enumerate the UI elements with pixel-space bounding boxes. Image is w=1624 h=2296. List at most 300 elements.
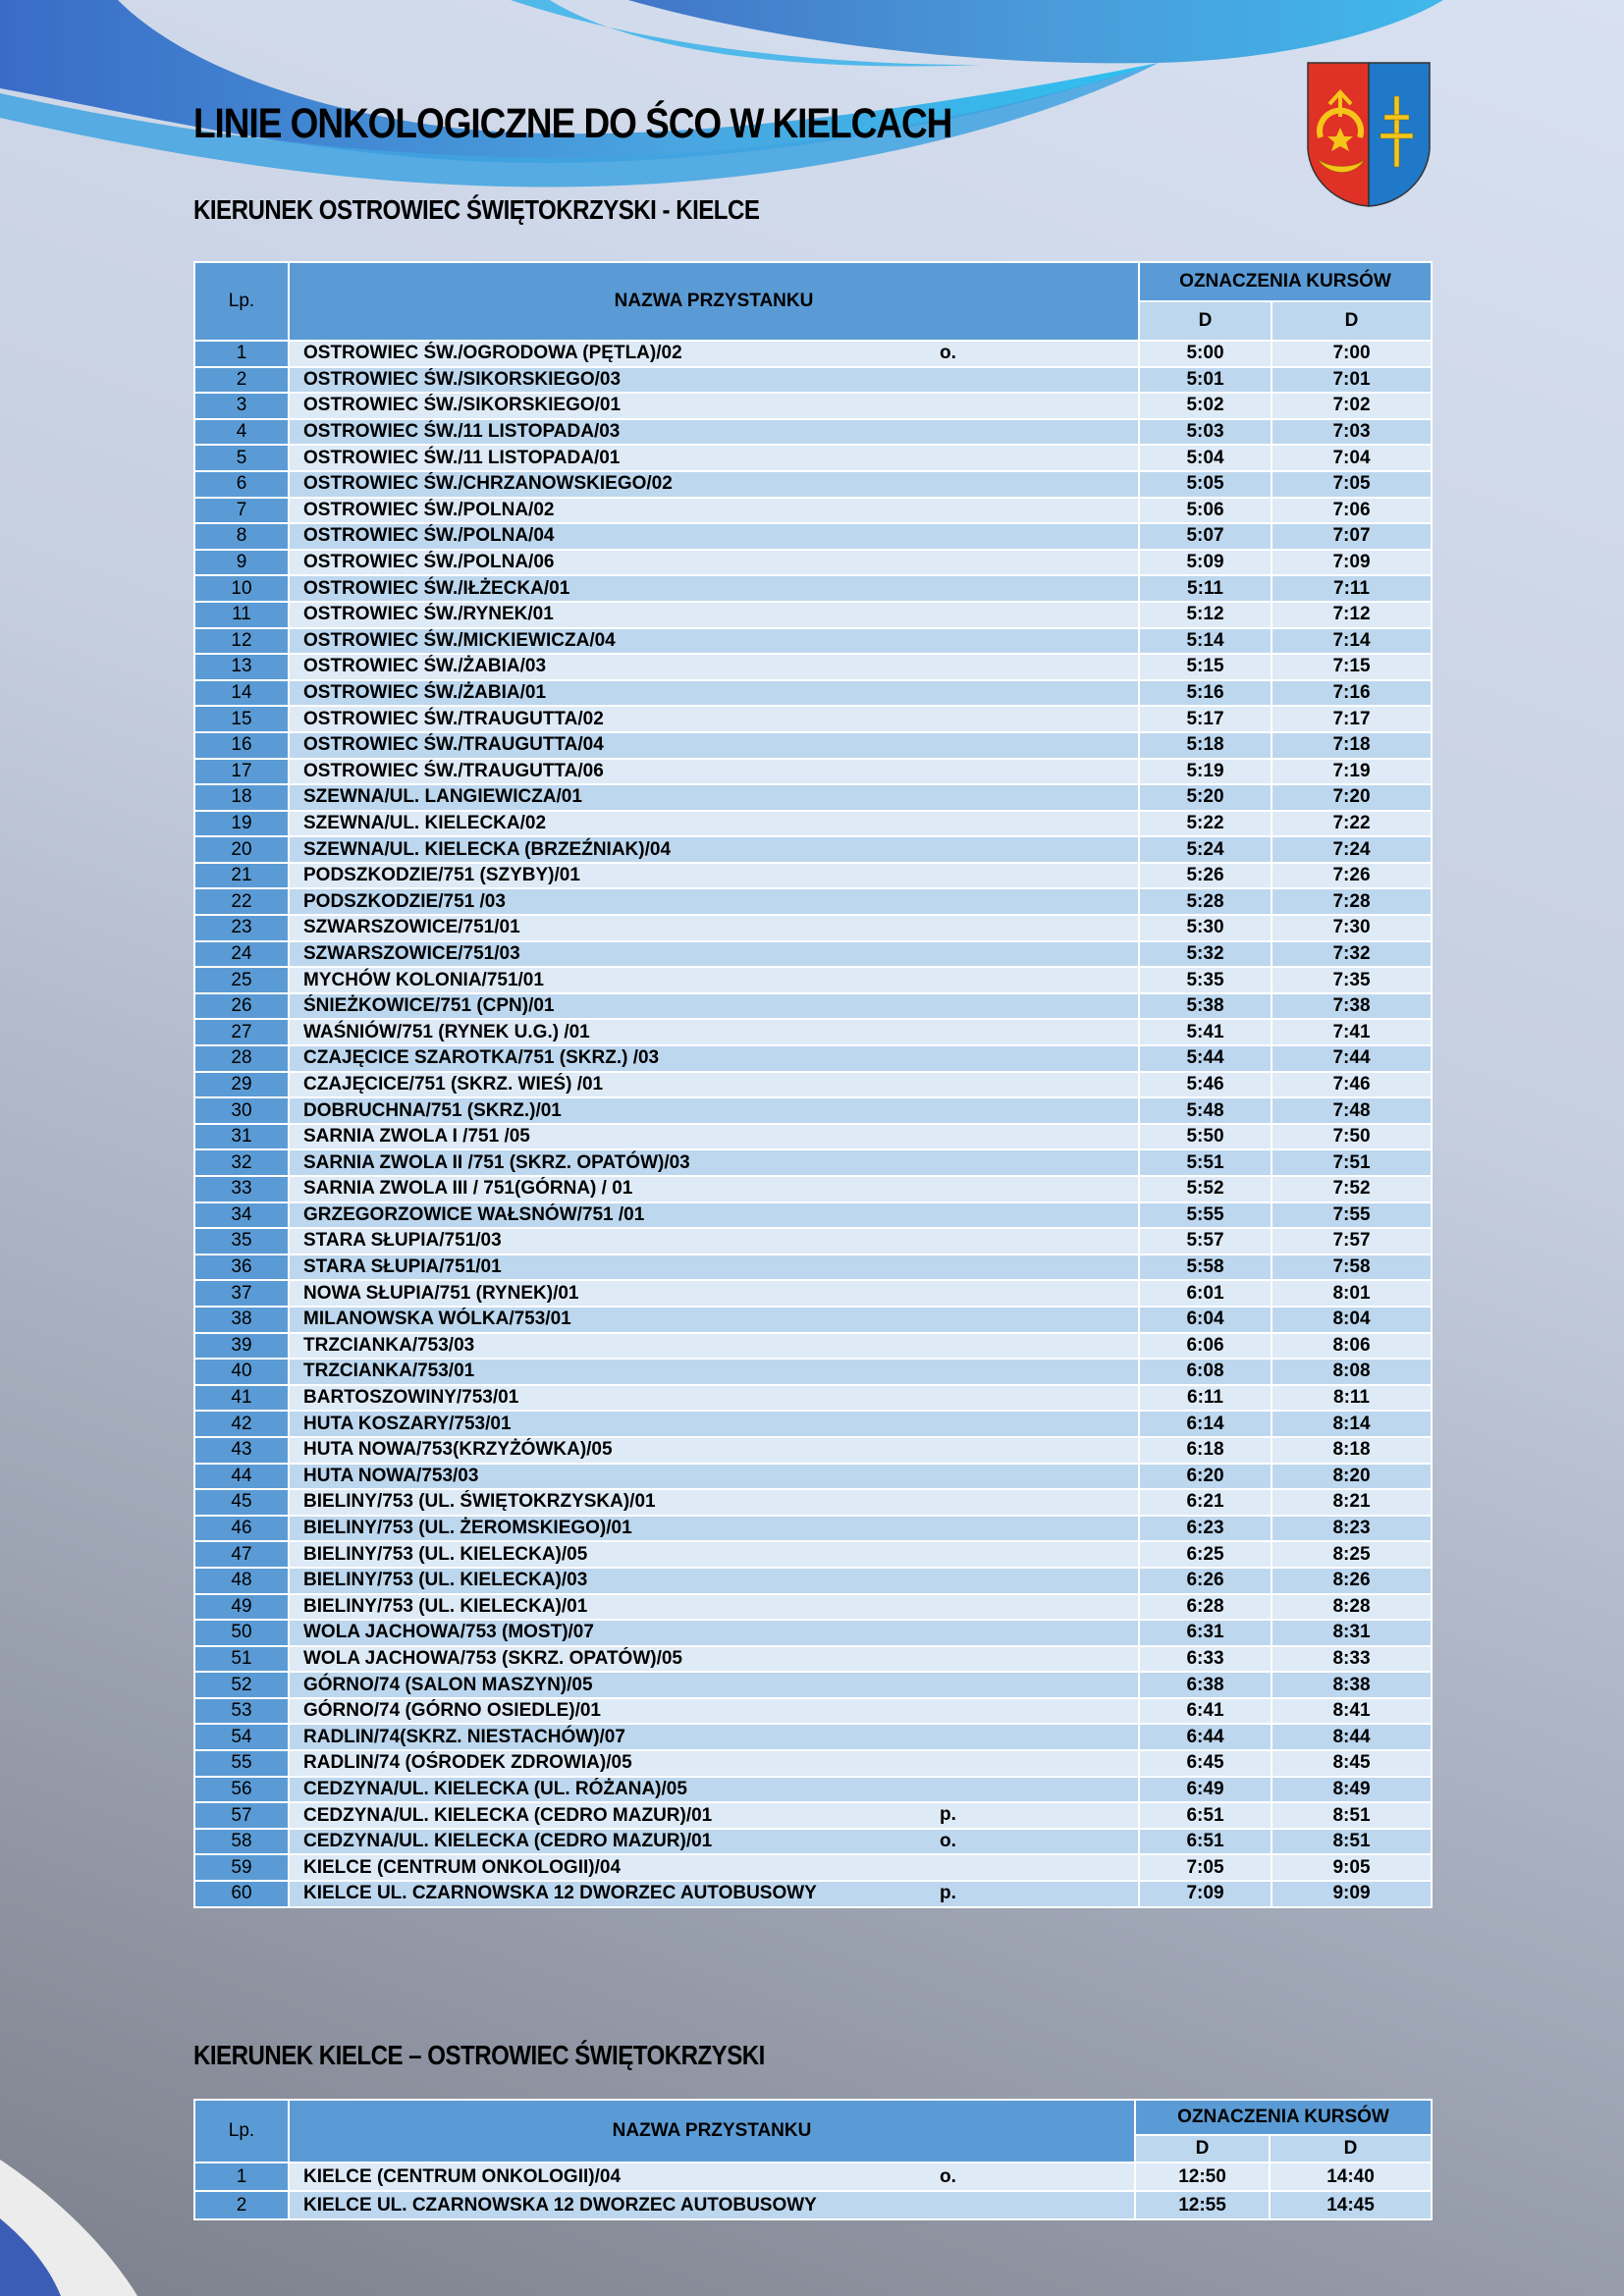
table-row <box>194 1750 1432 1777</box>
stop-name-cell <box>289 1516 1139 1542</box>
row-number: 46 <box>194 1516 289 1542</box>
table-row <box>194 680 1432 707</box>
row-number: 47 <box>194 1541 289 1568</box>
departure-time-course-1: 6:28 <box>1139 1594 1272 1621</box>
departure-time-course-1: 7:05 <box>1139 1854 1272 1881</box>
row-number: 49 <box>194 1594 289 1621</box>
row-number: 60 <box>194 1881 289 1907</box>
table-row <box>194 1698 1432 1725</box>
stop-name: DOBRUCHNA/751 (SKRZ.)/01 <box>303 1099 562 1121</box>
row-number: 13 <box>194 654 289 680</box>
departure-time-course-2: 7:55 <box>1272 1202 1432 1229</box>
stop-name-cell <box>289 993 1139 1020</box>
table-row <box>194 1594 1432 1621</box>
departure-time-course-1: 5:50 <box>1139 1124 1272 1150</box>
departure-time-course-1: 5:14 <box>1139 628 1272 655</box>
departure-time-course-1: 5:28 <box>1139 888 1272 915</box>
departure-time-course-1: 6:14 <box>1139 1411 1272 1437</box>
stop-name: HUTA NOWA/753(KRZYŻÓWKA)/05 <box>303 1439 613 1461</box>
stop-name: SARNIA ZWOLA I /751 /05 <box>303 1126 530 1148</box>
departure-time-course-2: 7:00 <box>1272 341 1432 367</box>
departure-time-course-2: 8:31 <box>1272 1620 1432 1646</box>
column-header-course-2: D <box>1272 301 1432 341</box>
row-number: 15 <box>194 706 289 732</box>
departure-time-course-1: 6:44 <box>1139 1724 1272 1750</box>
stop-name: BIELINY/753 (UL. ŚWIĘTOKRZYSKA)/01 <box>303 1491 656 1513</box>
row-number: 19 <box>194 811 289 837</box>
departure-time-course-1: 6:20 <box>1139 1464 1272 1490</box>
departure-time-course-1: 6:11 <box>1139 1385 1272 1412</box>
stop-name-cell <box>289 445 1139 471</box>
table-row <box>194 1228 1432 1255</box>
departure-time-course-1: 5:24 <box>1139 836 1272 863</box>
departure-time-course-2: 7:06 <box>1272 498 1432 524</box>
stop-name-cell <box>289 1777 1139 1803</box>
departure-time-course-1: 5:26 <box>1139 863 1272 889</box>
table-row <box>194 1881 1432 1907</box>
row-number: 6 <box>194 471 289 498</box>
row-number: 34 <box>194 1202 289 1229</box>
row-number: 36 <box>194 1255 289 1281</box>
departure-time-course-2: 8:41 <box>1272 1698 1432 1725</box>
departure-time-course-2: 7:57 <box>1272 1228 1432 1255</box>
stop-name-cell <box>289 1437 1139 1464</box>
row-number: 23 <box>194 915 289 941</box>
timetable-direction2 <box>193 2099 1433 2220</box>
stop-name-cell <box>289 1829 1139 1855</box>
departure-time-course-2: 8:20 <box>1272 1464 1432 1490</box>
column-header-course-marks: OZNACZENIA KURSÓW <box>1139 262 1432 301</box>
table-row <box>194 602 1432 628</box>
stop-name: OSTROWIEC ŚW./TRAUGUTTA/06 <box>303 760 604 781</box>
column-header-course-1: D <box>1139 301 1272 341</box>
stop-name-cell <box>289 602 1139 628</box>
stop-name: OSTROWIEC ŚW./POLNA/06 <box>303 552 555 573</box>
stop-name-cell <box>289 1307 1139 1333</box>
stop-name: MYCHÓW KOLONIA/751/01 <box>303 969 544 990</box>
stop-name: KIELCE UL. CZARNOWSKA 12 DWORZEC AUTOBUSOWY <box>303 2195 817 2216</box>
departure-time-course-1: 6:18 <box>1139 1437 1272 1464</box>
departure-time-course-1: 12:55 <box>1135 2191 1270 2219</box>
table-row <box>194 706 1432 732</box>
row-number: 50 <box>194 1620 289 1646</box>
row-number: 57 <box>194 1802 289 1829</box>
table-row <box>194 341 1432 367</box>
stop-name: ŚNIEŻKOWICE/751 (CPN)/01 <box>303 995 555 1017</box>
departure-time-course-1: 5:09 <box>1139 550 1272 576</box>
table-row <box>194 471 1432 498</box>
table-row <box>194 1097 1432 1124</box>
table-row <box>194 1045 1432 1072</box>
stop-name-cell <box>289 915 1139 941</box>
stop-name-cell <box>289 1097 1139 1124</box>
departure-time-course-2: 8:45 <box>1272 1750 1432 1777</box>
stop-name-cell <box>289 967 1139 993</box>
stop-name-cell <box>289 863 1139 889</box>
column-header-stop-name: NAZWA PRZYSTANKU <box>289 262 1139 341</box>
stop-name-cell <box>289 341 1139 367</box>
departure-time-course-2: 7:04 <box>1272 445 1432 471</box>
departure-time-course-1: 6:31 <box>1139 1620 1272 1646</box>
departure-time-course-2: 7:19 <box>1272 759 1432 785</box>
stop-name-cell <box>289 1802 1139 1829</box>
departure-time-course-2: 7:46 <box>1272 1072 1432 1098</box>
stop-name: OSTROWIEC ŚW./11 LISTOPADA/03 <box>303 421 621 443</box>
stop-name-cell <box>289 1019 1139 1045</box>
table-row <box>194 1516 1432 1542</box>
stop-flag: p. <box>940 1883 956 1904</box>
table-row <box>194 1072 1432 1098</box>
departure-time-course-2: 7:20 <box>1272 784 1432 811</box>
stop-flag: o. <box>940 1830 956 1851</box>
stop-name: OSTROWIEC ŚW./RYNEK/01 <box>303 604 554 625</box>
stop-name-cell <box>289 941 1139 968</box>
table-row <box>194 1280 1432 1307</box>
stop-name-cell <box>289 523 1139 550</box>
row-number: 14 <box>194 680 289 707</box>
departure-time-course-2: 8:25 <box>1272 1541 1432 1568</box>
table-row <box>194 1802 1432 1829</box>
stop-name-cell <box>289 836 1139 863</box>
stop-name-cell <box>289 550 1139 576</box>
departure-time-course-2: 8:04 <box>1272 1307 1432 1333</box>
departure-time-course-1: 5:02 <box>1139 393 1272 419</box>
direction2-heading: KIERUNEK KIELCE – OSTROWIEC ŚWIĘTOKRZYSKI <box>193 2040 765 2070</box>
direction1-rows <box>194 341 1432 1907</box>
row-number: 22 <box>194 888 289 915</box>
table-row <box>194 1411 1432 1437</box>
stop-name: HUTA NOWA/753/03 <box>303 1465 479 1486</box>
stop-name: OSTROWIEC ŚW./MICKIEWICZA/04 <box>303 629 616 651</box>
stop-name-cell <box>289 784 1139 811</box>
stop-name-cell <box>289 1149 1139 1176</box>
departure-time-course-2: 7:11 <box>1272 575 1432 602</box>
column-header-lp: Lp. <box>194 2100 289 2163</box>
row-number: 39 <box>194 1333 289 1360</box>
row-number: 41 <box>194 1385 289 1412</box>
departure-time-course-1: 5:19 <box>1139 759 1272 785</box>
stop-name-cell <box>289 1620 1139 1646</box>
stop-name: PODSZKODZIE/751 /03 <box>303 890 506 912</box>
stop-name-cell <box>289 1280 1139 1307</box>
stop-name: BIELINY/753 (UL. ŻEROMSKIEGO)/01 <box>303 1518 632 1539</box>
row-number: 56 <box>194 1777 289 1803</box>
stop-name: STARA SŁUPIA/751/01 <box>303 1256 502 1278</box>
stop-name-cell <box>289 706 1139 732</box>
row-number: 30 <box>194 1097 289 1124</box>
stop-name: BIELINY/753 (UL. KIELECKA)/03 <box>303 1570 588 1591</box>
departure-time-course-1: 5:55 <box>1139 1202 1272 1229</box>
table-row <box>194 1385 1432 1412</box>
departure-time-course-1: 5:41 <box>1139 1019 1272 1045</box>
departure-time-course-2: 8:51 <box>1272 1802 1432 1829</box>
stop-name-cell <box>289 1228 1139 1255</box>
row-number: 11 <box>194 602 289 628</box>
departure-time-course-2: 7:26 <box>1272 863 1432 889</box>
departure-time-course-1: 5:30 <box>1139 915 1272 941</box>
column-header-lp: Lp. <box>194 262 289 341</box>
departure-time-course-1: 5:15 <box>1139 654 1272 680</box>
row-number: 45 <box>194 1489 289 1516</box>
stop-name-cell <box>289 1594 1139 1621</box>
table-row <box>194 1124 1432 1150</box>
stop-name: OSTROWIEC ŚW./POLNA/04 <box>303 525 555 547</box>
stop-name-cell <box>289 1333 1139 1360</box>
departure-time-course-1: 6:21 <box>1139 1489 1272 1516</box>
table-row <box>194 759 1432 785</box>
row-number: 54 <box>194 1724 289 1750</box>
departure-time-course-2: 8:38 <box>1272 1672 1432 1698</box>
table-row <box>194 628 1432 655</box>
departure-time-course-2: 8:14 <box>1272 1411 1432 1437</box>
departure-time-course-1: 5:16 <box>1139 680 1272 707</box>
departure-time-course-2: 7:03 <box>1272 419 1432 446</box>
departure-time-course-2: 7:24 <box>1272 836 1432 863</box>
table-row <box>194 1359 1432 1385</box>
stop-name-cell <box>289 1176 1139 1202</box>
departure-time-course-2: 7:58 <box>1272 1255 1432 1281</box>
departure-time-course-1: 6:51 <box>1139 1802 1272 1829</box>
table-row <box>194 941 1432 968</box>
departure-time-course-1: 6:01 <box>1139 1280 1272 1307</box>
stop-name: OSTROWIEC ŚW./IŁŻECKA/01 <box>303 577 570 599</box>
table-row <box>194 1019 1432 1045</box>
table-row <box>194 1672 1432 1698</box>
row-number: 25 <box>194 967 289 993</box>
departure-time-course-2: 7:16 <box>1272 680 1432 707</box>
stop-name: OSTROWIEC ŚW./TRAUGUTTA/02 <box>303 708 604 729</box>
stop-name-cell <box>289 575 1139 602</box>
departure-time-course-1: 6:08 <box>1139 1359 1272 1385</box>
table-row <box>194 1464 1432 1490</box>
departure-time-course-2: 7:44 <box>1272 1045 1432 1072</box>
row-number: 5 <box>194 445 289 471</box>
row-number: 21 <box>194 863 289 889</box>
departure-time-course-2: 7:17 <box>1272 706 1432 732</box>
stop-name: NOWA SŁUPIA/751 (RYNEK)/01 <box>303 1282 579 1304</box>
departure-time-course-1: 5:57 <box>1139 1228 1272 1255</box>
stop-name: OSTROWIEC ŚW./POLNA/02 <box>303 499 555 520</box>
table-row <box>194 1333 1432 1360</box>
departure-time-course-2: 7:07 <box>1272 523 1432 550</box>
stop-name-cell <box>289 1568 1139 1594</box>
row-number: 20 <box>194 836 289 863</box>
departure-time-course-1: 6:38 <box>1139 1672 1272 1698</box>
row-number: 17 <box>194 759 289 785</box>
table-row <box>194 1646 1432 1673</box>
stop-name: SARNIA ZWOLA III / 751(GÓRNA) / 01 <box>303 1178 633 1200</box>
row-number: 12 <box>194 628 289 655</box>
stop-name: SZEWNA/UL. LANGIEWICZA/01 <box>303 786 582 808</box>
stop-name: STARA SŁUPIA/751/03 <box>303 1230 502 1252</box>
stop-name-cell <box>289 732 1139 759</box>
departure-time-course-2: 8:01 <box>1272 1280 1432 1307</box>
table-row <box>194 1149 1432 1176</box>
table-row <box>194 1541 1432 1568</box>
table-row <box>194 2191 1432 2219</box>
departure-time-course-2: 9:09 <box>1272 1881 1432 1907</box>
departure-time-course-1: 6:41 <box>1139 1698 1272 1725</box>
stop-name: OSTROWIEC ŚW./SIKORSKIEGO/01 <box>303 395 622 416</box>
row-number: 48 <box>194 1568 289 1594</box>
table-row <box>194 836 1432 863</box>
table-row <box>194 367 1432 394</box>
stop-name-cell <box>289 759 1139 785</box>
stop-name-cell <box>289 367 1139 394</box>
row-number: 52 <box>194 1672 289 1698</box>
departure-time-course-1: 5:44 <box>1139 1045 1272 1072</box>
table-row <box>194 654 1432 680</box>
departure-time-course-1: 5:48 <box>1139 1097 1272 1124</box>
stop-name: GRZEGORZOWICE WAŁSNÓW/751 /01 <box>303 1203 645 1225</box>
departure-time-course-2: 7:41 <box>1272 1019 1432 1045</box>
row-number: 32 <box>194 1149 289 1176</box>
departure-time-course-1: 5:01 <box>1139 367 1272 394</box>
stop-name: CEDZYNA/UL. KIELECKA (CEDRO MAZUR)/01 <box>303 1804 713 1826</box>
departure-time-course-2: 7:22 <box>1272 811 1432 837</box>
departure-time-course-2: 7:14 <box>1272 628 1432 655</box>
page-title: LINIE ONKOLOGICZNE DO ŚCO W KIELCACH <box>193 100 952 147</box>
stop-name: TRZCIANKA/753/03 <box>303 1334 475 1356</box>
stop-name: MILANOWSKA WÓLKA/753/01 <box>303 1308 571 1330</box>
stop-name: OSTROWIEC ŚW./ŻABIA/01 <box>303 682 547 704</box>
departure-time-course-1: 5:22 <box>1139 811 1272 837</box>
row-number: 7 <box>194 498 289 524</box>
departure-time-course-2: 8:06 <box>1272 1333 1432 1360</box>
departure-time-course-1: 5:18 <box>1139 732 1272 759</box>
row-number: 4 <box>194 419 289 446</box>
stop-name: SZEWNA/UL. KIELECKA/02 <box>303 812 547 833</box>
departure-time-course-1: 5:58 <box>1139 1255 1272 1281</box>
departure-time-course-1: 5:17 <box>1139 706 1272 732</box>
departure-time-course-2: 8:33 <box>1272 1646 1432 1673</box>
row-number: 51 <box>194 1646 289 1673</box>
departure-time-course-2: 7:38 <box>1272 993 1432 1020</box>
stop-name-cell <box>289 628 1139 655</box>
departure-time-course-1: 12:50 <box>1135 2163 1270 2191</box>
table-row <box>194 732 1432 759</box>
stop-name: RADLIN/74(SKRZ. NIESTACHÓW)/07 <box>303 1726 625 1747</box>
stop-name: OSTROWIEC ŚW./11 LISTOPADA/01 <box>303 447 621 468</box>
row-number: 8 <box>194 523 289 550</box>
stop-name-cell <box>289 1464 1139 1490</box>
departure-time-course-1: 5:11 <box>1139 575 1272 602</box>
departure-time-course-1: 6:25 <box>1139 1541 1272 1568</box>
row-number: 2 <box>194 2191 289 2219</box>
stop-flag: p. <box>940 1804 956 1826</box>
stop-name: BARTOSZOWINY/753/01 <box>303 1387 519 1409</box>
departure-time-course-1: 6:49 <box>1139 1777 1272 1803</box>
table-row <box>194 1437 1432 1464</box>
row-number: 40 <box>194 1359 289 1385</box>
departure-time-course-1: 5:00 <box>1139 341 1272 367</box>
table-row <box>194 550 1432 576</box>
departure-time-course-1: 6:26 <box>1139 1568 1272 1594</box>
row-number: 10 <box>194 575 289 602</box>
departure-time-course-1: 6:23 <box>1139 1516 1272 1542</box>
table-row <box>194 1176 1432 1202</box>
column-header-course-1: D <box>1135 2135 1270 2163</box>
stop-name: HUTA KOSZARY/753/01 <box>303 1413 512 1434</box>
table-row <box>194 419 1432 446</box>
stop-name-cell <box>289 1881 1139 1907</box>
departure-time-course-2: 8:23 <box>1272 1516 1432 1542</box>
column-header-course-2: D <box>1270 2135 1432 2163</box>
departure-time-course-1: 5:46 <box>1139 1072 1272 1098</box>
departure-time-course-2: 7:52 <box>1272 1176 1432 1202</box>
stop-name: OSTROWIEC ŚW./ŻABIA/03 <box>303 656 547 677</box>
table-row <box>194 445 1432 471</box>
row-number: 24 <box>194 941 289 968</box>
departure-time-course-1: 6:04 <box>1139 1307 1272 1333</box>
stop-name: OSTROWIEC ŚW./OGRODOWA (PĘTLA)/02 <box>303 343 682 364</box>
stop-name-cell <box>289 1724 1139 1750</box>
stop-name: OSTROWIEC ŚW./CHRZANOWSKIEGO/02 <box>303 473 673 495</box>
stop-name-cell <box>289 1698 1139 1725</box>
departure-time-course-1: 5:51 <box>1139 1149 1272 1176</box>
table-row <box>194 523 1432 550</box>
table-row <box>194 1829 1432 1855</box>
row-number: 44 <box>194 1464 289 1490</box>
stop-name: WAŚNIÓW/751 (RYNEK U.G.) /01 <box>303 1021 590 1042</box>
departure-time-course-2: 7:05 <box>1272 471 1432 498</box>
departure-time-course-2: 8:08 <box>1272 1359 1432 1385</box>
departure-time-course-1: 5:04 <box>1139 445 1272 471</box>
stop-name: CZAJĘCICE/751 (SKRZ. WIEŚ) /01 <box>303 1073 604 1095</box>
row-number: 9 <box>194 550 289 576</box>
column-header-stop-name: NAZWA PRZYSTANKU <box>289 2100 1135 2163</box>
row-number: 1 <box>194 341 289 367</box>
departure-time-course-2: 8:11 <box>1272 1385 1432 1412</box>
departure-time-course-2: 14:45 <box>1270 2191 1432 2219</box>
table-row <box>194 393 1432 419</box>
departure-time-course-1: 7:09 <box>1139 1881 1272 1907</box>
departure-time-course-2: 7:02 <box>1272 393 1432 419</box>
stop-name: WOLA JACHOWA/753 (SKRZ. OPATÓW)/05 <box>303 1647 683 1669</box>
table-row <box>194 1307 1432 1333</box>
stop-name: RADLIN/74 (OŚRODEK ZDROWIA)/05 <box>303 1752 632 1774</box>
table-row <box>194 1568 1432 1594</box>
departure-time-course-1: 5:38 <box>1139 993 1272 1020</box>
stop-name: SZWARSZOWICE/751/01 <box>303 917 520 938</box>
stop-name: GÓRNO/74 (GÓRNO OSIEDLE)/01 <box>303 1700 601 1722</box>
departure-time-course-1: 5:05 <box>1139 471 1272 498</box>
departure-time-course-1: 5:52 <box>1139 1176 1272 1202</box>
departure-time-course-1: 5:32 <box>1139 941 1272 968</box>
stop-name: SARNIA ZWOLA II /751 (SKRZ. OPATÓW)/03 <box>303 1151 690 1173</box>
departure-time-course-2: 7:12 <box>1272 602 1432 628</box>
table-row <box>194 784 1432 811</box>
departure-time-course-1: 5:06 <box>1139 498 1272 524</box>
table-row <box>194 1724 1432 1750</box>
departure-time-course-2: 7:09 <box>1272 550 1432 576</box>
row-number: 59 <box>194 1854 289 1881</box>
stop-name: GÓRNO/74 (SALON MASZYN)/05 <box>303 1674 593 1695</box>
stop-name-cell <box>289 654 1139 680</box>
departure-time-course-2: 7:28 <box>1272 888 1432 915</box>
departure-time-course-1: 6:06 <box>1139 1333 1272 1360</box>
stop-name-cell <box>289 811 1139 837</box>
table-row <box>194 863 1432 889</box>
stop-name: PODSZKODZIE/751 (SZYBY)/01 <box>303 865 580 886</box>
stop-name-cell <box>289 1541 1139 1568</box>
row-number: 29 <box>194 1072 289 1098</box>
row-number: 2 <box>194 367 289 394</box>
table-row <box>194 498 1432 524</box>
departure-time-course-2: 8:28 <box>1272 1594 1432 1621</box>
stop-name-cell <box>289 1854 1139 1881</box>
departure-time-course-2: 7:01 <box>1272 367 1432 394</box>
